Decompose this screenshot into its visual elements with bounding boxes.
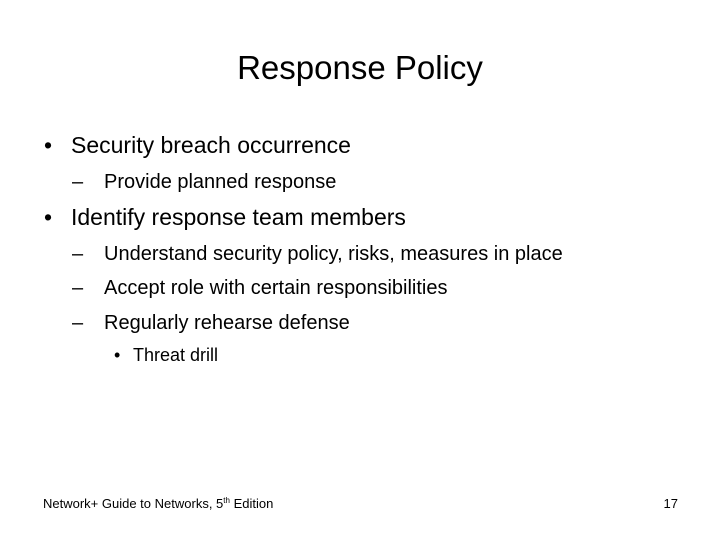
sub-sub-bullet-threat-drill (114, 344, 218, 366)
footer-edition-superscript: th (223, 496, 230, 505)
sub-bullet-text: Understand security policy, risks, measures in place (104, 243, 563, 265)
footer-edition-label: Edition (229, 496, 274, 511)
dash-marker: – (72, 243, 84, 265)
sub-bullet-rehearse-defense (72, 311, 350, 335)
sub-bullet-text: Accept role with certain responsibilities (104, 277, 448, 299)
bullet-response-team (44, 203, 406, 231)
dash-marker: – (72, 312, 84, 334)
bullet-text: Security breach occurrence (71, 132, 351, 158)
bullet-security-breach (44, 131, 351, 159)
slide-page-number: 17 (663, 496, 678, 511)
sub-bullet-text: Regularly rehearse defense (104, 312, 350, 334)
sub-bullet-text: Provide planned response (104, 171, 337, 193)
sub-sub-bullet-text: Threat drill (133, 345, 219, 365)
bullet-text: Identify response team members (71, 204, 406, 230)
bullet-marker: • (114, 345, 121, 365)
dash-marker: – (72, 171, 84, 193)
bullet-marker: • (44, 132, 53, 158)
sub-bullet-planned-response (72, 170, 336, 194)
sub-bullet-accept-role (72, 276, 448, 300)
slide-title: Response Policy (237, 49, 483, 86)
dash-marker: – (72, 277, 84, 299)
footer-book-name: Network+ Guide to Networks, 5 (43, 496, 224, 511)
bullet-marker: • (44, 204, 53, 230)
sub-bullet-understand-policy (72, 242, 563, 266)
footer-book-title (43, 495, 273, 513)
